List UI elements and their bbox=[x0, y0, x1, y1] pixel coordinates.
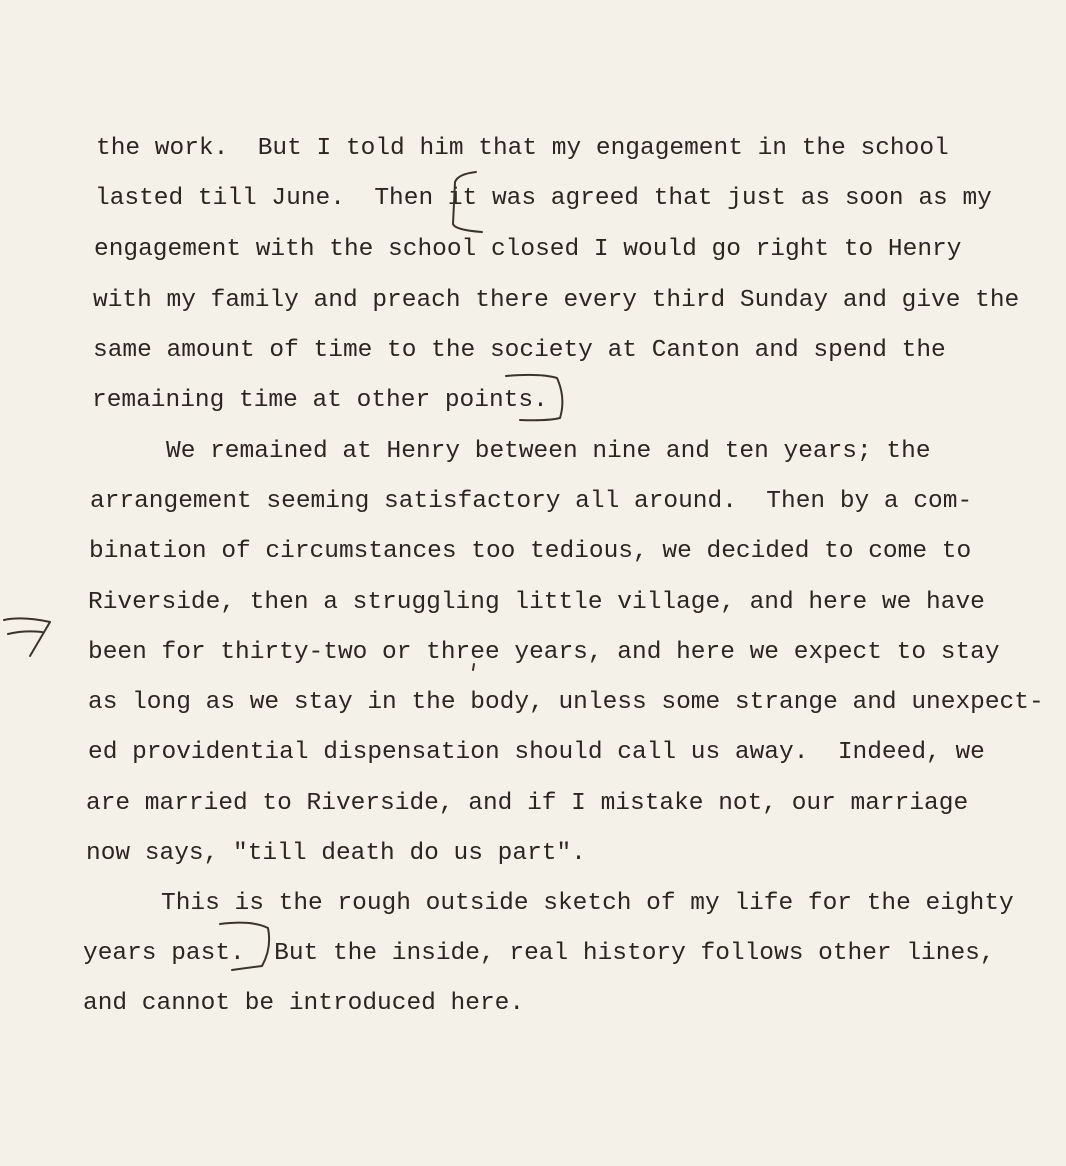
text-line: are married to Riverside, and if I mistake not, our marriage bbox=[86, 790, 969, 817]
text-line: as long as we stay in the body, unless some strange and unexpect- bbox=[88, 689, 1044, 716]
text-line: bination of circumstances too tedious, we decided to come to bbox=[89, 538, 972, 565]
text-line: ed providential dispensation should call us away. Indeed, we bbox=[88, 739, 985, 766]
text-line: We remained at Henry between nine and ten years; the bbox=[166, 438, 931, 465]
text-line: This is the rough outside sketch of my life for the eighty bbox=[161, 890, 1014, 917]
text-line: the work. But I told him that my engagement in the school bbox=[96, 135, 949, 162]
text-line: years past. But the inside, real history follows other lines, bbox=[83, 940, 995, 967]
text-line: and cannot be introduced here. bbox=[83, 990, 525, 1017]
paragraph-margin-mark bbox=[4, 618, 50, 656]
text-line: now says, "till death do us part". bbox=[86, 840, 586, 867]
text-line: been for thirty-two or three years, and here we expect to stay bbox=[88, 639, 1000, 666]
text-line: Riverside, then a struggling little village, and here we have bbox=[88, 589, 985, 616]
text-line: same amount of time to the society at Canton and spend the bbox=[93, 337, 946, 364]
text-line: with my family and preach there every third Sunday and give the bbox=[93, 287, 1020, 314]
text-line: engagement with the school closed I would go right to Henry bbox=[94, 236, 962, 263]
text-line: arrangement seeming satisfactory all around. Then by a com- bbox=[90, 488, 973, 515]
text-line: lasted till June. Then it was agreed that just as soon as my bbox=[95, 185, 992, 212]
text-line: remaining time at other points. bbox=[92, 387, 548, 414]
